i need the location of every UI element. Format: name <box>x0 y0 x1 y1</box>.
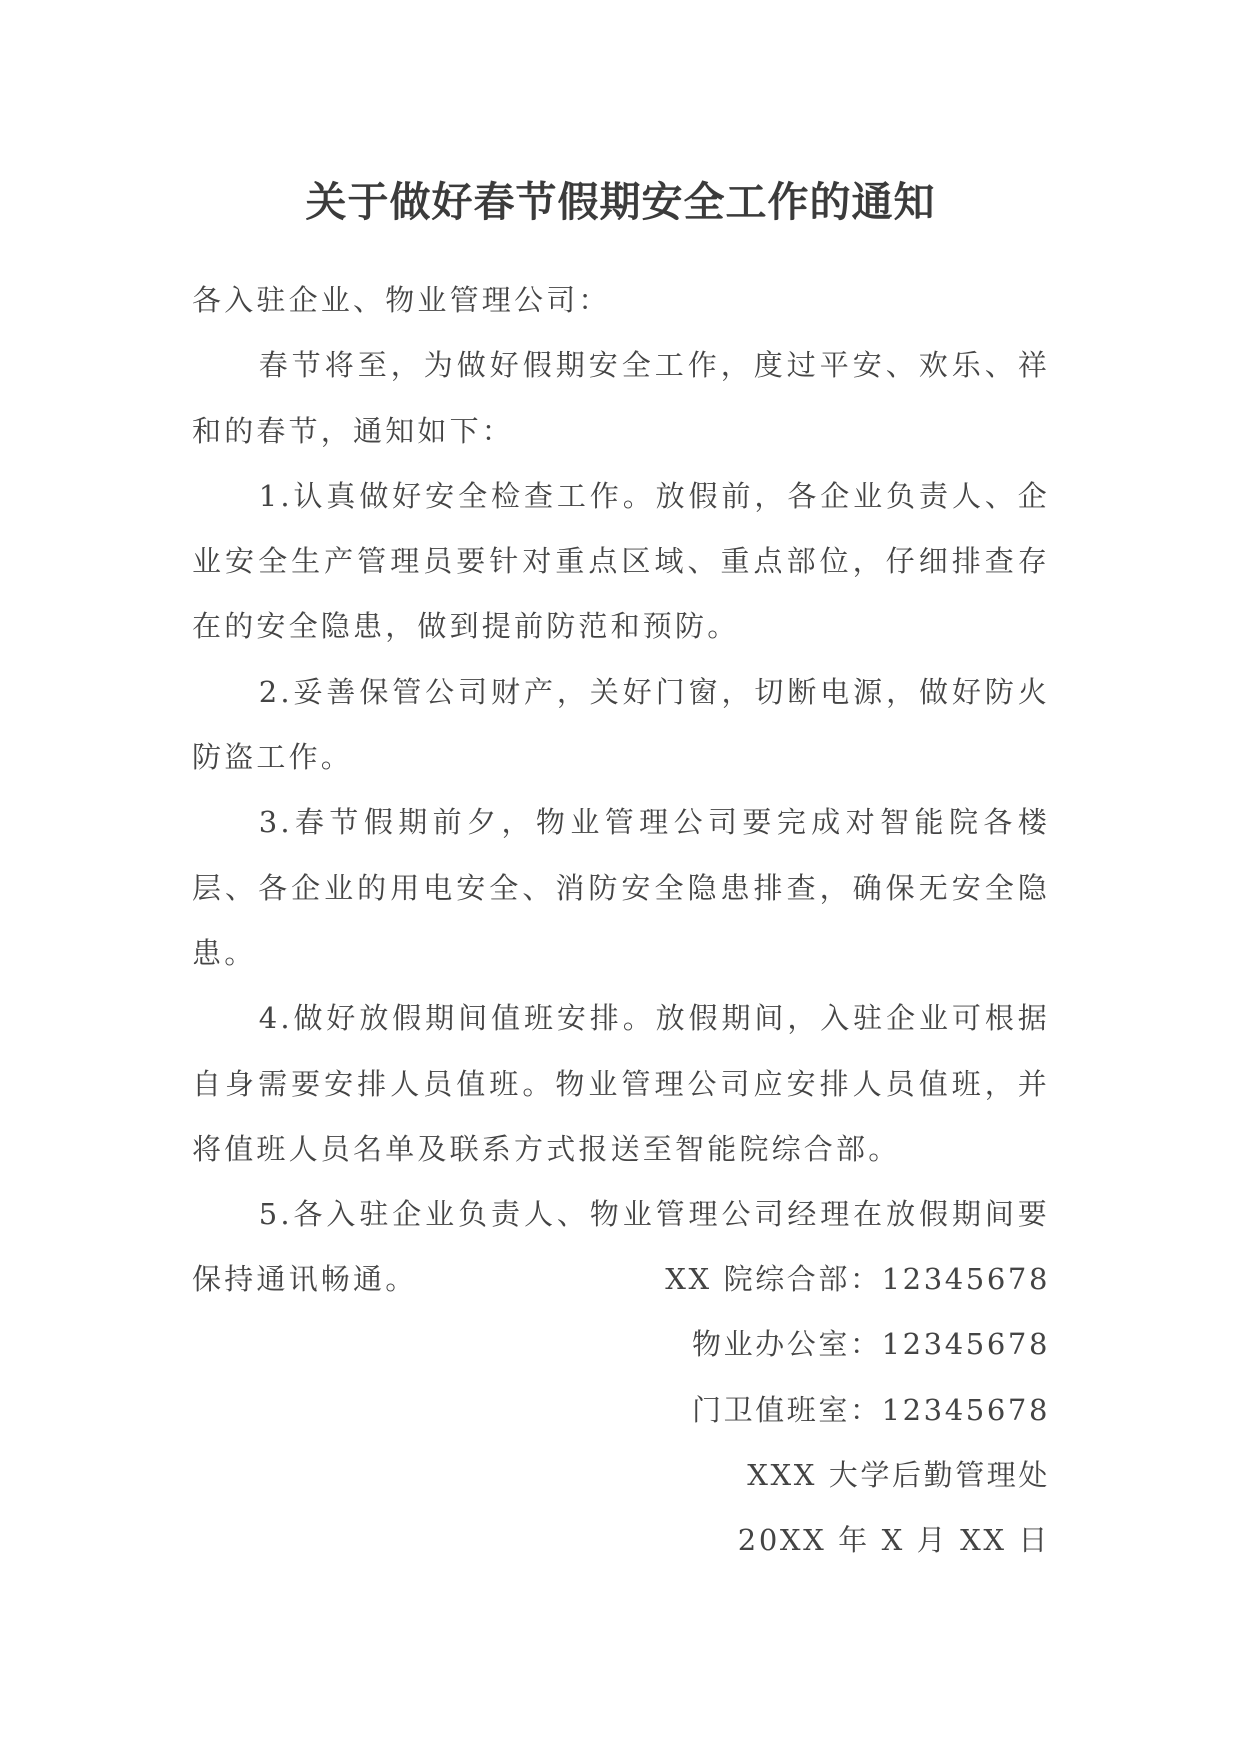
contact-line-3: 门卫值班室：12345678 <box>691 1392 1050 1427</box>
document-title: 关于做好春节假期安全工作的通知 <box>305 178 936 226</box>
notice-item-3: 3.春节假期前夕，物业管理公司要完成对智能院各楼层、各企业的用电安全、消防安全隐患排查，确保无安全隐患。 <box>192 805 1050 970</box>
issue-date: 20XX 年 X 月 XX 日 <box>737 1523 1050 1558</box>
issuer-name: XXX 大学后勤管理处 <box>747 1457 1050 1492</box>
document-body <box>192 268 1050 1313</box>
salutation: 各入驻企业、物业管理公司： <box>192 283 611 317</box>
notice-item-4: 4.做好放假期间值班安排。放假期间，入驻企业可根据自身需要安排人员值班。物业管理公司应安排人员值班，并将值班人员名单及联系方式报送至智能院综合部。 <box>192 1001 1050 1166</box>
notice-item-2: 2.妥善保管公司财产，关好门窗，切断电源，做好防火防盗工作。 <box>192 674 1050 775</box>
notice-item-1: 1.认真做好安全检查工作。放假前，各企业负责人、企业安全生产管理员要针对重点区域、重点部位，仔细排查存在的安全隐患，做到提前防范和预防。 <box>192 478 1050 644</box>
intro-paragraph: 春节将至，为做好假期安全工作，度过平安、欢乐、祥和的春节，通知如下： <box>192 348 1050 448</box>
notice-item-5: 5.各入驻企业负责人、物业管理公司经理在放假期间要保持通讯畅通。 <box>192 1197 1050 1297</box>
signature-block <box>450 1247 1050 1573</box>
contact-line-2: 物业办公室：12345678 <box>691 1327 1050 1362</box>
contact-line-1: XX 院综合部：12345678 <box>665 1262 1050 1296</box>
